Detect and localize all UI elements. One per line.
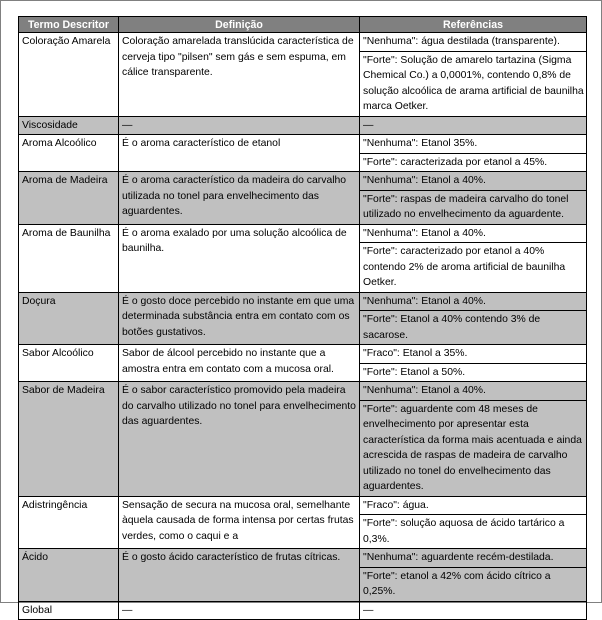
term-cell: Viscosidade (19, 116, 119, 135)
definition-cell: É o sabor característico promovido pela madeira do carvalho utilizado no tonel para envelhecimento das aguardentes. (119, 382, 360, 497)
reference-item: "Forte": Etanol a 50%. (360, 363, 586, 382)
definition-cell: Sensação de secura na mucosa oral, semelhante àquela causada de forma intensa por certas frutas verdes, como o caqui e a (119, 496, 360, 549)
table-row (19, 172, 587, 225)
reference-item: "Forte": caracterizado por etanol a 40% contendo 2% de aroma artificial de baunilha Oetker. (360, 242, 586, 292)
reference-item: "Nenhuma": Etanol a 40%. (363, 385, 486, 396)
descriptor-table (18, 16, 587, 620)
header-references: Referências (360, 17, 587, 33)
definition-cell: É o aroma característico de etanol (119, 135, 360, 172)
reference-item: "Nenhuma": Etanol a 40%. (363, 175, 486, 186)
reference-cell (360, 116, 587, 135)
reference-item: "Forte": Etanol a 40% contendo 3% de sacarose. (360, 310, 586, 344)
reference-item: "Forte": solução aquosa de ácido tartárico a 0,3%. (360, 514, 586, 548)
term-cell: Coloração Amarela (19, 33, 119, 117)
reference-cell (360, 292, 587, 345)
reference-item: — (363, 604, 374, 616)
table-row (19, 549, 587, 602)
header-definition: Definição (119, 17, 360, 33)
definition-cell: Sabor de álcool percebido no instante que a amostra entra em contato com a mucosa oral. (119, 345, 360, 382)
term-cell: Global (19, 601, 119, 620)
reference-item: "Forte": Solução de amarelo tartazina (Sigma Chemical Co.) a 0,0001%, contendo 0,8% de solução alcoólica de arama artificial de baunilha marca Oetker. (360, 51, 586, 116)
reference-cell (360, 33, 587, 117)
reference-item: "Fraco": água. (363, 499, 429, 511)
definition-cell: — (119, 601, 360, 620)
reference-item: "Forte": raspas de madeira carvalho do tonel utilizado no envelhecimento da aguardente. (360, 190, 586, 224)
term-cell: Aroma de Baunilha (19, 224, 119, 292)
term-cell: Sabor Alcoólico (19, 345, 119, 382)
table-row (19, 33, 587, 117)
definition-cell: É o aroma característico da madeira do carvalho utilizada no tonel para envelhecimento das aguardentes. (119, 172, 360, 225)
table-row (19, 224, 587, 292)
reference-item: "Forte": aguardente com 48 meses de envelhecimento por apresentar esta característica da forma mais acentuada e ainda acrescida de raspas de madeira de carvalho utilizado no tonel do envelhecimento das aguardentes. (360, 400, 586, 496)
term-cell: Aroma Alcoólico (19, 135, 119, 172)
reference-item: "Nenhuma": Etanol a 40%. (363, 227, 486, 239)
reference-cell (360, 172, 587, 225)
table-row (19, 116, 587, 135)
reference-item: "Nenhuma": Etanol 35%. (363, 138, 478, 149)
reference-cell (360, 496, 587, 549)
definition-cell: É o aroma exalado por uma solução alcoólica de baunilha. (119, 224, 360, 292)
reference-item: "Nenhuma": água destilada (transparente). (363, 36, 560, 47)
header-term: Termo Descritor (19, 17, 119, 33)
term-cell: Sabor de Madeira (19, 382, 119, 497)
reference-cell (360, 601, 587, 620)
reference-cell (360, 224, 587, 292)
table-row (19, 601, 587, 620)
table-row (19, 382, 587, 497)
definition-cell: — (119, 116, 360, 135)
reference-item: "Forte": caracterizada por etanol a 45%. (360, 153, 586, 172)
term-cell: Adistringência (19, 496, 119, 549)
reference-item: "Nenhuma": Etanol a 40%. (363, 295, 486, 307)
table-row (19, 496, 587, 549)
reference-item: "Forte": etanol a 42% com ácido cítrico a 0,25%. (360, 567, 586, 601)
term-cell: Ácido (19, 549, 119, 602)
reference-item: "Fraco": Etanol a 35%. (363, 348, 468, 359)
reference-item: "Nenhuma": aguardente recém-destilada. (363, 552, 554, 563)
term-cell: Aroma de Madeira (19, 172, 119, 225)
reference-cell (360, 549, 587, 602)
table-row (19, 135, 587, 172)
definition-cell: É o gosto doce percebido no instante em que uma determinada substância entra em contato com os botões gustativos. (119, 292, 360, 345)
table-row (19, 345, 587, 382)
reference-cell (360, 382, 587, 497)
definition-cell: É o gosto ácido característico de frutas cítricas. (119, 549, 360, 602)
header-row (19, 17, 587, 33)
reference-cell (360, 135, 587, 172)
table-row (19, 292, 587, 345)
reference-item: — (363, 119, 374, 131)
term-cell: Doçura (19, 292, 119, 345)
reference-cell (360, 345, 587, 382)
definition-cell: Coloração amarelada translúcida característica de cerveja tipo "pilsen" sem gás e sem espuma, em cálice transparente. (119, 33, 360, 117)
